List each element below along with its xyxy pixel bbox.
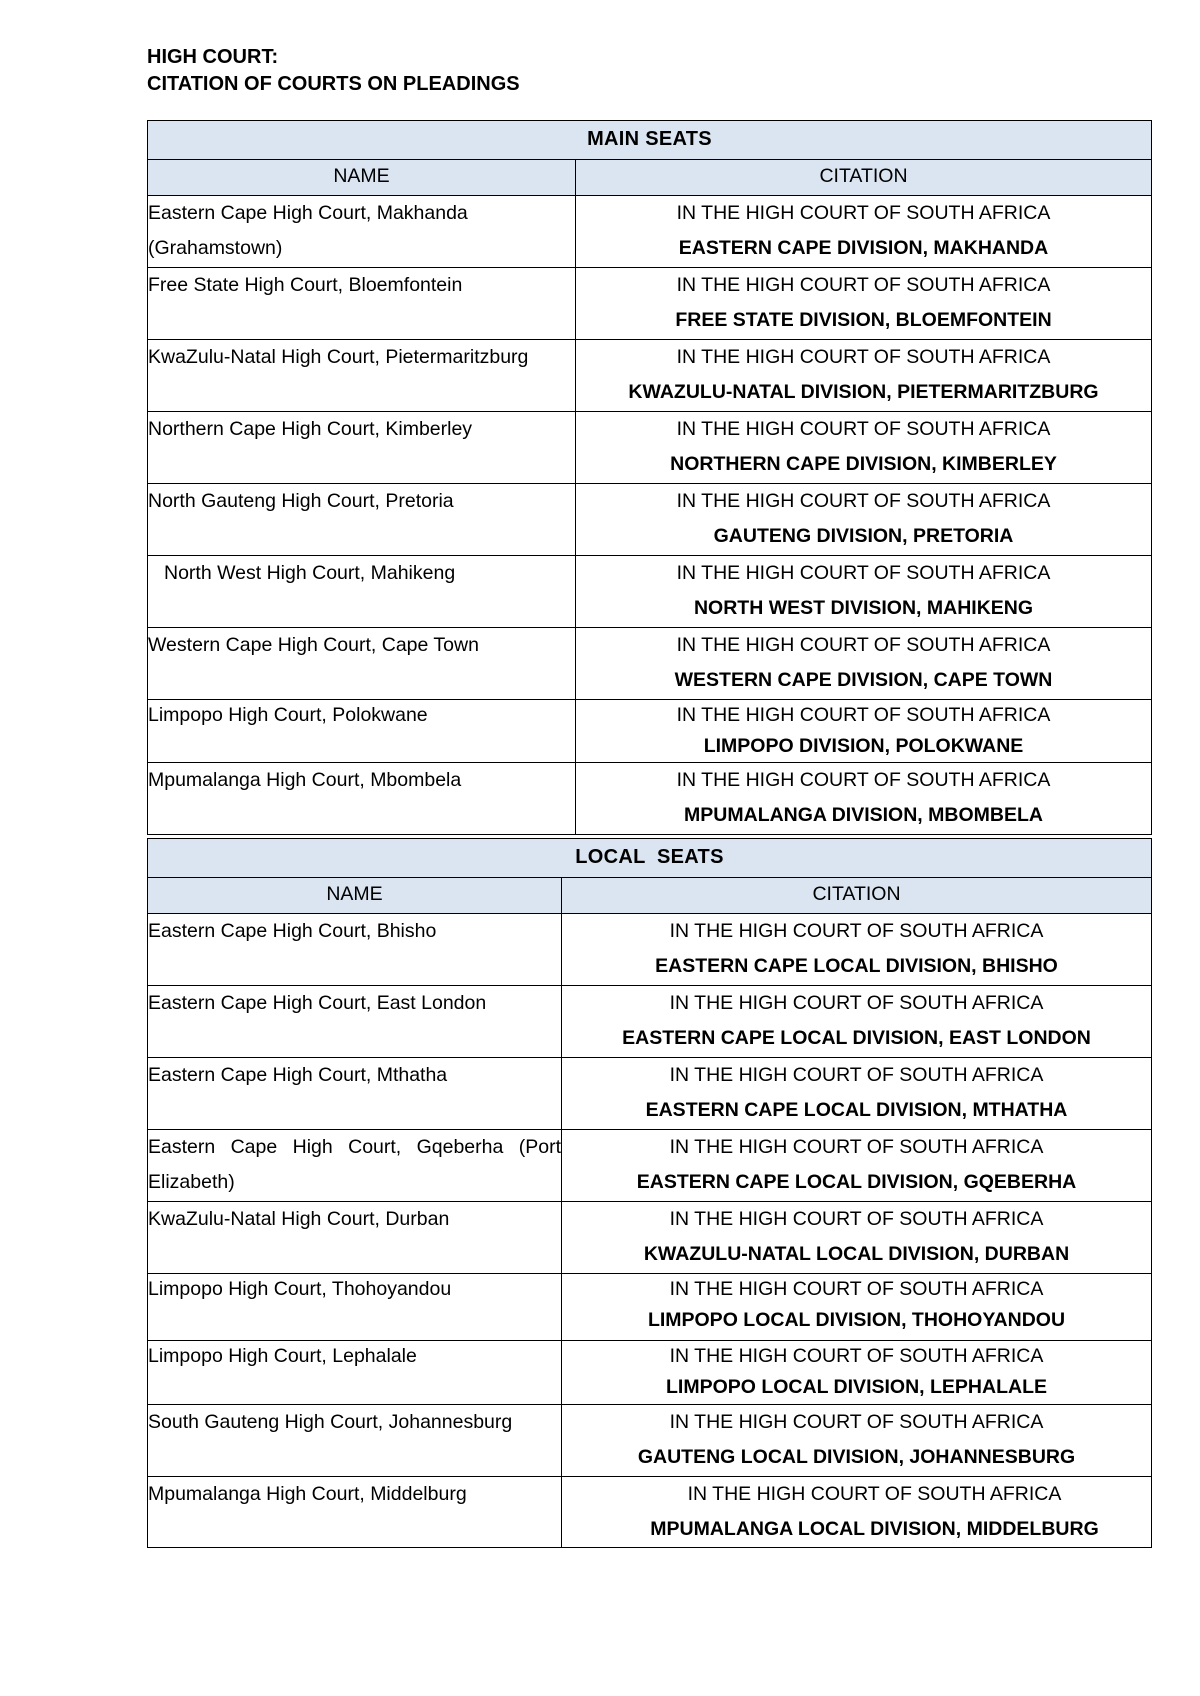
citation-court-line: IN THE HIGH COURT OF SOUTH AFRICA	[669, 1345, 1044, 1367]
court-name-cell: KwaZulu-Natal High Court, Pietermaritzburg	[148, 340, 576, 412]
table-row	[148, 1477, 1152, 1548]
citation-division-line: LIMPOPO DIVISION, POLOKWANE	[703, 735, 1024, 757]
title-line-2: CITATION OF COURTS ON PLEADINGS	[147, 73, 520, 95]
court-name-cell: Limpopo High Court, Thohoyandou	[148, 1274, 562, 1341]
citation-column-header: CITATION	[562, 878, 1152, 914]
document-title	[147, 44, 520, 98]
citation-court-line: IN THE HIGH COURT OF SOUTH AFRICA	[676, 418, 1051, 440]
citation-court-line: IN THE HIGH COURT OF SOUTH AFRICA	[669, 1411, 1044, 1433]
citation-cell	[576, 268, 1152, 340]
citation-court-line: IN THE HIGH COURT OF SOUTH AFRICA	[676, 274, 1051, 296]
citation-division-line: EASTERN CAPE LOCAL DIVISION, MTHATHA	[645, 1099, 1068, 1121]
court-name-cell: Eastern Cape High Court, East London	[148, 986, 562, 1058]
court-name-cell: KwaZulu-Natal High Court, Durban	[148, 1202, 562, 1274]
table-row	[148, 628, 1152, 700]
table-row	[148, 340, 1152, 412]
citation-division-line: LIMPOPO LOCAL DIVISION, LEPHALALE	[666, 1376, 1047, 1398]
citation-division-line: WESTERN CAPE DIVISION, CAPE TOWN	[674, 669, 1053, 691]
citation-cell	[562, 1058, 1152, 1130]
citation-court-line: IN THE HIGH COURT OF SOUTH AFRICA	[669, 1278, 1044, 1300]
court-name-cell: Eastern Cape High Court, Bhisho	[148, 914, 562, 986]
citation-court-line: IN THE HIGH COURT OF SOUTH AFRICA	[669, 1208, 1044, 1230]
citation-cell	[576, 412, 1152, 484]
citation-division-line: EASTERN CAPE LOCAL DIVISION, BHISHO	[655, 955, 1058, 977]
court-name-cell: Limpopo High Court, Polokwane	[148, 700, 576, 763]
court-name-cell: South Gauteng High Court, Johannesburg	[148, 1405, 562, 1477]
table-row	[148, 763, 1152, 835]
table-row	[148, 1274, 1152, 1341]
citation-cell	[576, 556, 1152, 628]
citation-cell	[562, 1405, 1152, 1477]
citation-court-line: IN THE HIGH COURT OF SOUTH AFRICA	[676, 490, 1051, 512]
citation-cell	[562, 986, 1152, 1058]
court-name-cell: Mpumalanga High Court, Mbombela	[148, 763, 576, 835]
court-name-cell: North Gauteng High Court, Pretoria	[148, 484, 576, 556]
local-seats-column-header-row	[148, 878, 1152, 914]
citation-court-line: IN THE HIGH COURT OF SOUTH AFRICA	[676, 769, 1051, 791]
main-seats-heading: MAIN SEATS	[148, 121, 1152, 160]
table-row	[148, 1058, 1152, 1130]
title-line-1: HIGH COURT:	[147, 46, 279, 68]
citation-court-line: IN THE HIGH COURT OF SOUTH AFRICA	[669, 1136, 1044, 1158]
citation-division-line: EASTERN CAPE DIVISION, MAKHANDA	[678, 237, 1049, 259]
citation-division-line: GAUTENG DIVISION, PRETORIA	[713, 525, 1014, 547]
citation-cell	[562, 1130, 1152, 1202]
table-row	[148, 700, 1152, 763]
court-name-cell: Eastern Cape High Court, Mthatha	[148, 1058, 562, 1130]
court-name-cell: Limpopo High Court, Lephalale	[148, 1341, 562, 1405]
table-row	[148, 484, 1152, 556]
name-column-header: NAME	[148, 160, 576, 196]
table-row	[148, 1202, 1152, 1274]
citation-court-line: IN THE HIGH COURT OF SOUTH AFRICA	[676, 634, 1051, 656]
court-name-cell: Eastern Cape High Court, Gqeberha (Port Elizabeth)	[148, 1130, 562, 1202]
citation-division-line: EASTERN CAPE LOCAL DIVISION, EAST LONDON	[622, 1027, 1091, 1049]
citation-division-line: MPUMALANGA LOCAL DIVISION, MIDDELBURG	[650, 1518, 1099, 1540]
citation-cell	[576, 196, 1152, 268]
citation-court-line: IN THE HIGH COURT OF SOUTH AFRICA	[669, 920, 1044, 942]
local-seats-heading: LOCAL SEATS	[148, 839, 1152, 878]
citation-court-line: IN THE HIGH COURT OF SOUTH AFRICA	[676, 346, 1051, 368]
citation-division-line: NORTH WEST DIVISION, MAHIKENG	[693, 597, 1034, 619]
citation-court-line: IN THE HIGH COURT OF SOUTH AFRICA	[687, 1483, 1062, 1505]
citation-cell	[562, 914, 1152, 986]
table-row	[148, 556, 1152, 628]
court-name-cell: Eastern Cape High Court, Makhanda (Grahamstown)	[148, 196, 576, 268]
citation-court-line: IN THE HIGH COURT OF SOUTH AFRICA	[676, 202, 1051, 224]
citation-cell	[576, 700, 1152, 763]
citation-court-line: IN THE HIGH COURT OF SOUTH AFRICA	[676, 562, 1051, 584]
citation-court-line: IN THE HIGH COURT OF SOUTH AFRICA	[669, 992, 1044, 1014]
court-name-cell: Northern Cape High Court, Kimberley	[148, 412, 576, 484]
table-row	[148, 986, 1152, 1058]
table-row	[148, 196, 1152, 268]
citation-cell	[576, 628, 1152, 700]
citation-cell	[576, 484, 1152, 556]
table-row	[148, 268, 1152, 340]
main-seats-column-header-row	[148, 160, 1152, 196]
citation-division-line: MPUMALANGA DIVISION, MBOMBELA	[684, 804, 1043, 826]
local-seats-table	[147, 838, 1152, 1548]
citation-division-line: GAUTENG LOCAL DIVISION, JOHANNESBURG	[637, 1446, 1076, 1468]
court-name-cell: Free State High Court, Bloemfontein	[148, 268, 576, 340]
citation-division-line: KWAZULU-NATAL DIVISION, PIETERMARITZBURG	[628, 381, 1099, 403]
table-row	[148, 412, 1152, 484]
main-seats-heading-row	[148, 121, 1152, 160]
citation-division-line: KWAZULU-NATAL LOCAL DIVISION, DURBAN	[643, 1243, 1070, 1265]
citation-column-header: CITATION	[576, 160, 1152, 196]
citation-court-line: IN THE HIGH COURT OF SOUTH AFRICA	[669, 1064, 1044, 1086]
citation-division-line: EASTERN CAPE LOCAL DIVISION, GQEBERHA	[636, 1171, 1077, 1193]
table-row	[148, 1341, 1152, 1405]
citation-cell	[562, 1274, 1152, 1341]
court-name-cell: North West High Court, Mahikeng	[148, 556, 576, 628]
citation-division-line: LIMPOPO LOCAL DIVISION, THOHOYANDOU	[647, 1309, 1066, 1331]
table-row	[148, 914, 1152, 986]
main-seats-table	[147, 120, 1152, 835]
citation-cell	[562, 1202, 1152, 1274]
court-name-cell: Mpumalanga High Court, Middelburg	[148, 1477, 562, 1548]
citation-cell	[562, 1341, 1152, 1405]
local-seats-heading-row	[148, 839, 1152, 878]
citation-cell	[562, 1477, 1152, 1548]
table-row	[148, 1130, 1152, 1202]
citation-cell	[576, 340, 1152, 412]
citation-cell	[576, 763, 1152, 835]
court-name-cell: Western Cape High Court, Cape Town	[148, 628, 576, 700]
citation-court-line: IN THE HIGH COURT OF SOUTH AFRICA	[676, 704, 1051, 726]
table-row	[148, 1405, 1152, 1477]
citation-division-line: FREE STATE DIVISION, BLOEMFONTEIN	[675, 309, 1052, 331]
name-column-header: NAME	[148, 878, 562, 914]
citation-division-line: NORTHERN CAPE DIVISION, KIMBERLEY	[670, 453, 1057, 475]
